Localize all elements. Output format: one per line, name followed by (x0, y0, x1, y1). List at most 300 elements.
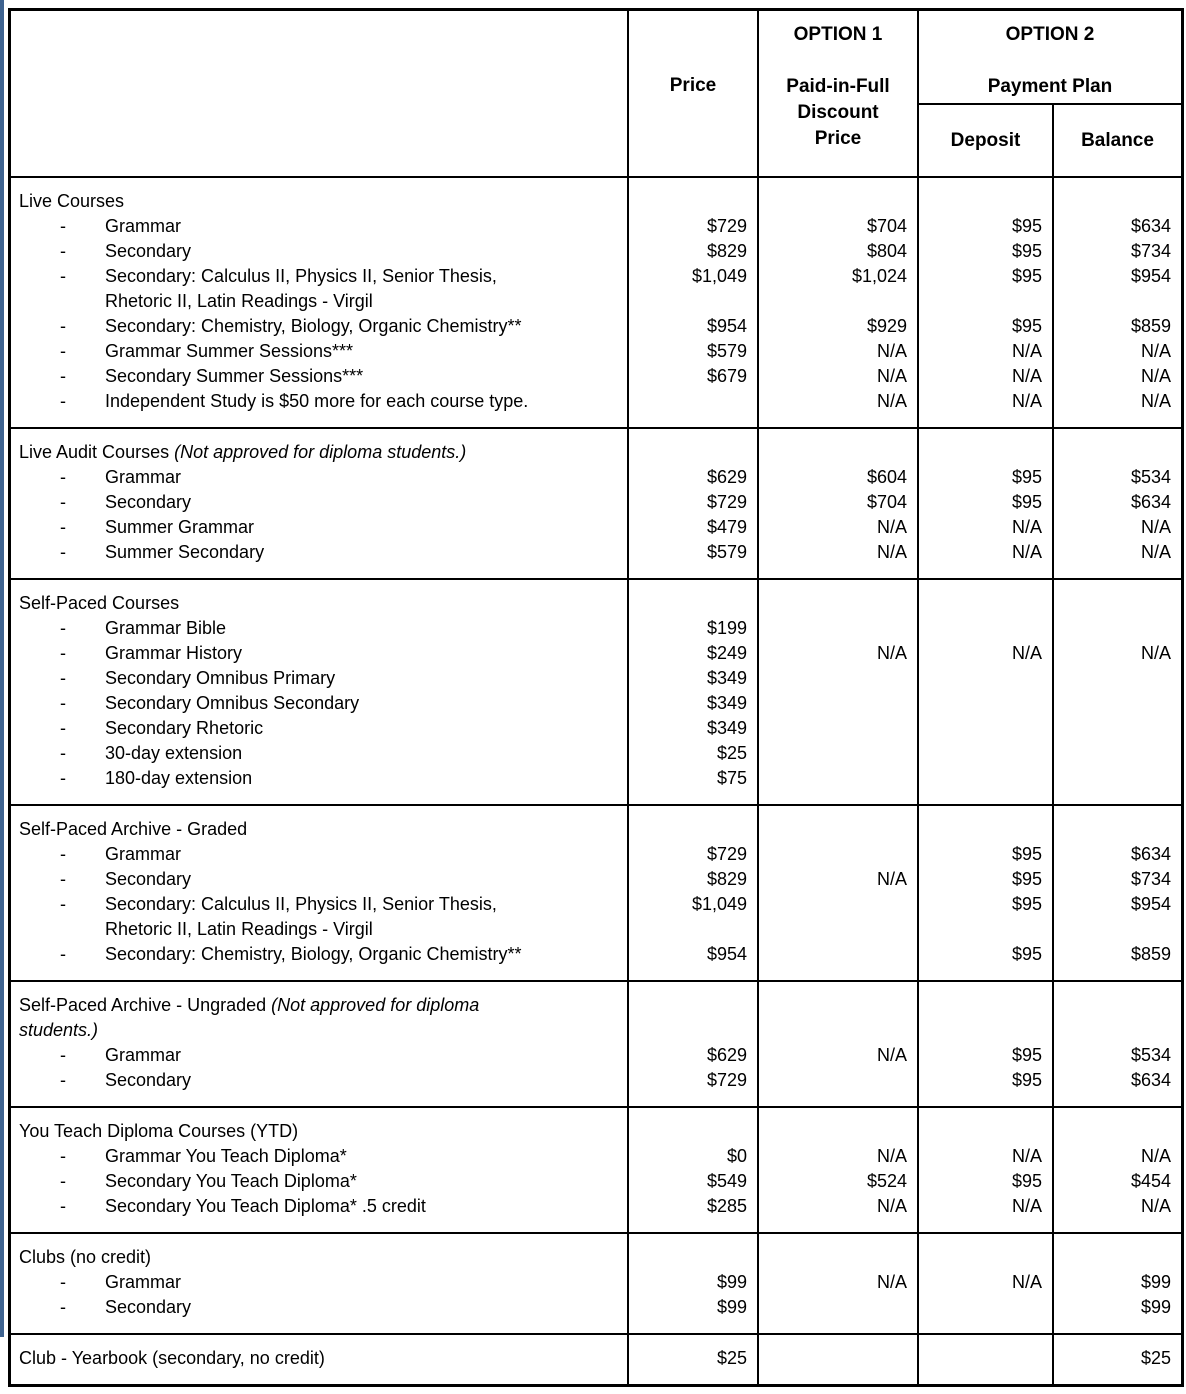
section-title (11, 817, 627, 842)
balance-value (1054, 591, 1181, 616)
balance-value: $634 (1130, 844, 1171, 864)
balance-value: N/A (1140, 1146, 1171, 1166)
label-text: Secondary Rhetoric (105, 718, 264, 738)
price-value: $629 (706, 1045, 747, 1065)
label-text: Grammar (105, 467, 181, 487)
course-label-cell (11, 982, 629, 1106)
deposit-value (919, 1346, 1052, 1371)
opt1-value (759, 440, 917, 465)
label-text: Secondary (105, 241, 192, 261)
section-clubs (11, 1232, 1181, 1333)
course-item (11, 741, 627, 766)
label-text: Secondary Omnibus Primary (105, 668, 336, 688)
balance-value: $634 (1130, 492, 1171, 512)
course-item (11, 339, 627, 364)
course-item (11, 1270, 627, 1295)
deposit-value: $95 (1011, 241, 1042, 261)
label-text: Live Audit Courses (19, 442, 175, 462)
course-item (11, 264, 627, 289)
option1-title: OPTION 1 (793, 24, 883, 45)
bullet-dash: - (60, 467, 66, 487)
label-text: Grammar (105, 844, 181, 864)
price-column-label: Price (669, 75, 717, 96)
course-item (11, 766, 627, 791)
bullet-dash: - (60, 718, 66, 738)
course-item (11, 465, 627, 490)
option2-subtitle: Payment Plan (987, 76, 1113, 97)
bullet-dash: - (60, 241, 66, 261)
label-text: Summer Secondary (105, 542, 265, 562)
section-title (11, 591, 627, 616)
label-text: Grammar You Teach Diploma* (105, 1146, 347, 1166)
price-value (629, 817, 757, 842)
price-value: $629 (706, 467, 747, 487)
opt1-cell (759, 178, 919, 427)
opt1-value (759, 942, 917, 967)
balance-value (1054, 289, 1181, 314)
course-item (11, 515, 627, 540)
balance-value (1054, 440, 1181, 465)
label-text: Clubs (no credit) (19, 1247, 152, 1267)
course-item (11, 540, 627, 565)
course-item (11, 867, 627, 892)
deposit-value (919, 741, 1052, 766)
label-text: Secondary (105, 869, 192, 889)
deposit-value: $95 (1011, 1171, 1042, 1191)
bullet-dash: - (60, 894, 66, 914)
price-value: $729 (706, 492, 747, 512)
price-cell (629, 1108, 759, 1232)
opt1-value (759, 892, 917, 917)
opt1-value: N/A (876, 643, 907, 663)
balance-value: N/A (1140, 643, 1171, 663)
deposit-value: N/A (1011, 643, 1042, 663)
deposit-value (919, 1119, 1052, 1144)
label-text: Self-Paced Archive - Ungraded (19, 995, 272, 1015)
label-text: Secondary Omnibus Secondary (105, 693, 360, 713)
deposit-cell (919, 178, 1054, 427)
deposit-value: $95 (1011, 869, 1042, 889)
section-title (11, 1346, 627, 1371)
course-label-cell (11, 1108, 629, 1232)
price-value: $349 (706, 718, 747, 738)
opt1-cell (759, 1335, 919, 1384)
label-text: Grammar History (105, 643, 243, 663)
balance-value: $534 (1130, 467, 1171, 487)
price-value: $1,049 (691, 266, 747, 286)
label-text: Secondary: Calculus II, Physics II, Senior Thesis, (105, 266, 497, 286)
price-value: $579 (706, 341, 747, 361)
deposit-value (919, 716, 1052, 741)
opt1-value: N/A (876, 391, 907, 411)
deposit-value: $95 (1011, 944, 1042, 964)
balance-value: $99 (1140, 1297, 1171, 1317)
balance-value (1054, 666, 1181, 691)
left-edge-strip (0, 0, 4, 1337)
price-value: $729 (706, 1070, 747, 1090)
bullet-dash: - (60, 869, 66, 889)
opt1-value (759, 766, 917, 791)
deposit-cell (919, 982, 1054, 1106)
label-text: Secondary (105, 492, 192, 512)
opt1-value (759, 1068, 917, 1093)
course-item (11, 1169, 627, 1194)
balance-cell (1054, 1108, 1181, 1232)
price-value: $479 (706, 517, 747, 537)
deposit-cell (919, 580, 1054, 804)
bullet-dash: - (60, 492, 66, 512)
label-text: Self-Paced Courses (19, 593, 180, 613)
bullet-dash: - (60, 517, 66, 537)
opt1-value: $704 (866, 492, 907, 512)
deposit-value: $95 (1011, 492, 1042, 512)
price-value (629, 1119, 757, 1144)
table-header (11, 11, 1181, 178)
bullet-dash: - (60, 668, 66, 688)
header-balance: Balance (1081, 129, 1154, 151)
bullet-dash: - (60, 1297, 66, 1317)
deposit-value (919, 289, 1052, 314)
course-item (11, 214, 627, 239)
label-text: 30-day extension (105, 743, 243, 763)
option2-subheader-row (919, 105, 1181, 176)
deposit-cell (919, 1234, 1054, 1333)
balance-cell (1054, 982, 1181, 1106)
opt1-value: $604 (866, 467, 907, 487)
opt1-value (759, 1245, 917, 1270)
opt1-value: N/A (876, 1272, 907, 1292)
opt1-value: N/A (876, 1196, 907, 1216)
balance-cell (1054, 1335, 1181, 1384)
label-text: Rhetoric II, Latin Readings - Virgil (105, 291, 373, 311)
balance-cell (1054, 1234, 1181, 1333)
section-self-paced-archive-graded (11, 804, 1181, 980)
deposit-value (919, 666, 1052, 691)
bullet-dash: - (60, 391, 66, 411)
bullet-dash: - (60, 366, 66, 386)
deposit-value (919, 993, 1052, 1018)
course-item (11, 691, 627, 716)
bullet-dash: - (60, 216, 66, 236)
course-label-cell (11, 1234, 629, 1333)
deposit-value: N/A (1011, 1196, 1042, 1216)
course-item (11, 1043, 627, 1068)
opt1-value (759, 616, 917, 641)
price-value: $579 (706, 542, 747, 562)
course-item (11, 641, 627, 666)
opt1-value (759, 1295, 917, 1320)
opt1-value (759, 289, 917, 314)
course-item (11, 1295, 627, 1320)
price-value (629, 440, 757, 465)
price-cell (629, 1234, 759, 1333)
balance-value: $734 (1130, 869, 1171, 889)
balance-value (1054, 189, 1181, 214)
balance-value (1054, 691, 1181, 716)
opt1-value (759, 1346, 917, 1371)
label-text: Secondary (105, 1070, 192, 1090)
course-item (11, 942, 627, 967)
deposit-value (919, 691, 1052, 716)
balance-value: $954 (1130, 266, 1171, 286)
deposit-value: $95 (1011, 316, 1042, 336)
bullet-dash: - (60, 844, 66, 864)
deposit-value: N/A (1011, 517, 1042, 537)
option1-subtitle: Paid-in-Full Discount Price (786, 76, 890, 149)
deposit-value: N/A (1011, 341, 1042, 361)
price-cell (629, 806, 759, 980)
balance-value: $25 (1140, 1348, 1171, 1368)
balance-value (1054, 817, 1181, 842)
section-title (11, 1018, 627, 1043)
bullet-dash: - (60, 1272, 66, 1292)
course-item (11, 892, 627, 917)
balance-value: $454 (1130, 1171, 1171, 1191)
label-text: Grammar (105, 1045, 181, 1065)
opt1-value (759, 691, 917, 716)
course-label-cell (11, 806, 629, 980)
deposit-value (919, 766, 1052, 791)
option2-title: OPTION 2 (1005, 24, 1095, 45)
opt1-value (759, 842, 917, 867)
opt1-value (759, 993, 917, 1018)
price-value: $729 (706, 216, 747, 236)
deposit-cell (919, 429, 1054, 578)
balance-value: $634 (1130, 216, 1171, 236)
price-cell (629, 1335, 759, 1384)
balance-value: $734 (1130, 241, 1171, 261)
label-text: Rhetoric II, Latin Readings - Virgil (105, 919, 373, 939)
section-you-teach-diploma-courses (11, 1106, 1181, 1232)
price-value (629, 917, 757, 942)
bullet-dash: - (60, 643, 66, 663)
balance-value (1054, 741, 1181, 766)
deposit-value: $95 (1011, 467, 1042, 487)
balance-value (1054, 1018, 1181, 1043)
balance-value: $534 (1130, 1045, 1171, 1065)
opt1-value (759, 817, 917, 842)
label-text: Secondary You Teach Diploma* .5 credit (105, 1196, 426, 1216)
label-text: Secondary: Chemistry, Biology, Organic Chemistry** (105, 944, 522, 964)
header-option2 (919, 11, 1181, 176)
table-body (11, 178, 1181, 1384)
label-text: Secondary: Chemistry, Biology, Organic Chemistry** (105, 316, 522, 336)
header-deposit: Deposit (919, 105, 1054, 176)
deposit-value (919, 817, 1052, 842)
opt1-value (759, 1119, 917, 1144)
price-value: $25 (716, 1348, 747, 1368)
price-value: $99 (716, 1272, 747, 1292)
label-note-italic: (Not approved for diploma students.) (174, 442, 467, 462)
price-value: $679 (706, 366, 747, 386)
course-label-cell (11, 178, 629, 427)
label-text: Live Courses (19, 191, 125, 211)
balance-value: N/A (1140, 391, 1171, 411)
course-item (11, 314, 627, 339)
label-text: Summer Grammar (105, 517, 255, 537)
section-title (11, 189, 627, 214)
bullet-dash: - (60, 743, 66, 763)
deposit-cell (919, 1335, 1054, 1384)
deposit-value: N/A (1011, 391, 1042, 411)
price-value (629, 1245, 757, 1270)
balance-value: N/A (1140, 1196, 1171, 1216)
section-title (11, 1119, 627, 1144)
label-text: Grammar (105, 216, 181, 236)
deposit-value (919, 440, 1052, 465)
price-cell (629, 429, 759, 578)
course-item (11, 716, 627, 741)
opt1-value: N/A (876, 1146, 907, 1166)
price-value (629, 289, 757, 314)
course-label-cell (11, 580, 629, 804)
bullet-dash: - (60, 542, 66, 562)
opt1-cell (759, 429, 919, 578)
course-item (11, 1144, 627, 1169)
price-value: $285 (706, 1196, 747, 1216)
price-value: $954 (706, 944, 747, 964)
deposit-value: $95 (1011, 266, 1042, 286)
bullet-dash: - (60, 1146, 66, 1166)
opt1-value (759, 189, 917, 214)
opt1-value: $524 (866, 1171, 907, 1191)
deposit-value: $95 (1011, 894, 1042, 914)
bullet-dash: - (60, 1196, 66, 1216)
opt1-cell (759, 1234, 919, 1333)
bullet-dash: - (60, 618, 66, 638)
course-item (11, 1068, 627, 1093)
price-value: $99 (716, 1297, 747, 1317)
section-self-paced-courses (11, 578, 1181, 804)
deposit-value: N/A (1011, 1146, 1042, 1166)
deposit-cell (919, 1108, 1054, 1232)
balance-value: $859 (1130, 944, 1171, 964)
header-option1 (759, 11, 919, 176)
section-live-courses (11, 178, 1181, 427)
opt1-value: $1,024 (851, 266, 907, 286)
opt1-value (759, 666, 917, 691)
section-title (11, 993, 627, 1018)
opt1-value (759, 716, 917, 741)
balance-cell (1054, 429, 1181, 578)
balance-value: $954 (1130, 894, 1171, 914)
course-item (11, 490, 627, 515)
opt1-value: N/A (876, 1045, 907, 1065)
price-value (629, 1018, 757, 1043)
deposit-value (919, 616, 1052, 641)
deposit-value (919, 1245, 1052, 1270)
header-price (629, 11, 759, 176)
course-label-cell (11, 429, 629, 578)
opt1-value: N/A (876, 542, 907, 562)
opt1-value: $704 (866, 216, 907, 236)
deposit-value: $95 (1011, 844, 1042, 864)
price-value: $1,049 (691, 894, 747, 914)
course-item (11, 364, 627, 389)
opt1-cell (759, 580, 919, 804)
section-title (11, 1245, 627, 1270)
header-empty-cell (11, 11, 629, 176)
opt1-value: N/A (876, 869, 907, 889)
deposit-value: N/A (1011, 1272, 1042, 1292)
course-item (11, 666, 627, 691)
balance-value: $634 (1130, 1070, 1171, 1090)
opt1-value (759, 917, 917, 942)
bullet-dash: - (60, 1070, 66, 1090)
opt1-cell (759, 982, 919, 1106)
balance-value: N/A (1140, 517, 1171, 537)
price-cell (629, 178, 759, 427)
label-text: Independent Study is $50 more for each course type. (105, 391, 529, 411)
label-note-italic: (Not approved for diploma (271, 995, 480, 1015)
course-label-cell (11, 1335, 629, 1384)
label-text: Grammar (105, 1272, 181, 1292)
balance-value: N/A (1140, 542, 1171, 562)
opt1-cell (759, 806, 919, 980)
balance-value: $859 (1130, 316, 1171, 336)
price-value (629, 389, 757, 414)
label-text: Self-Paced Archive - Graded (19, 819, 248, 839)
opt1-value: N/A (876, 341, 907, 361)
deposit-value (919, 917, 1052, 942)
bullet-dash: - (60, 693, 66, 713)
deposit-cell (919, 806, 1054, 980)
price-value (629, 591, 757, 616)
balance-value: $99 (1140, 1272, 1171, 1292)
balance-value (1054, 917, 1181, 942)
label-text: You Teach Diploma Courses (YTD) (19, 1121, 299, 1141)
deposit-value: N/A (1011, 542, 1042, 562)
course-item (11, 616, 627, 641)
course-item (11, 917, 627, 942)
label-text: Secondary You Teach Diploma* (105, 1171, 357, 1191)
price-value: $729 (706, 844, 747, 864)
course-item (11, 389, 627, 414)
section-live-audit-courses (11, 427, 1181, 578)
deposit-value: $95 (1011, 1045, 1042, 1065)
price-value: $549 (706, 1171, 747, 1191)
balance-value (1054, 993, 1181, 1018)
label-note-italic: students.) (19, 1020, 99, 1040)
deposit-value: N/A (1011, 366, 1042, 386)
balance-cell (1054, 580, 1181, 804)
price-value: $0 (726, 1146, 747, 1166)
balance-cell (1054, 806, 1181, 980)
price-value (629, 189, 757, 214)
price-value: $349 (706, 693, 747, 713)
balance-value (1054, 1119, 1181, 1144)
opt1-value (759, 591, 917, 616)
balance-value (1054, 716, 1181, 741)
section-self-paced-archive-ungraded (11, 980, 1181, 1106)
deposit-value (919, 591, 1052, 616)
deposit-value: $95 (1011, 216, 1042, 236)
price-value: $349 (706, 668, 747, 688)
price-value (629, 993, 757, 1018)
course-item (11, 289, 627, 314)
price-value: $199 (706, 618, 747, 638)
opt1-value (759, 741, 917, 766)
opt1-value (759, 1018, 917, 1043)
price-value: $25 (716, 743, 747, 763)
opt1-value: N/A (876, 366, 907, 386)
label-text: Grammar Bible (105, 618, 227, 638)
price-cell (629, 982, 759, 1106)
label-text: Secondary (105, 1297, 192, 1317)
balance-value (1054, 766, 1181, 791)
balance-value (1054, 616, 1181, 641)
price-value: $249 (706, 643, 747, 663)
